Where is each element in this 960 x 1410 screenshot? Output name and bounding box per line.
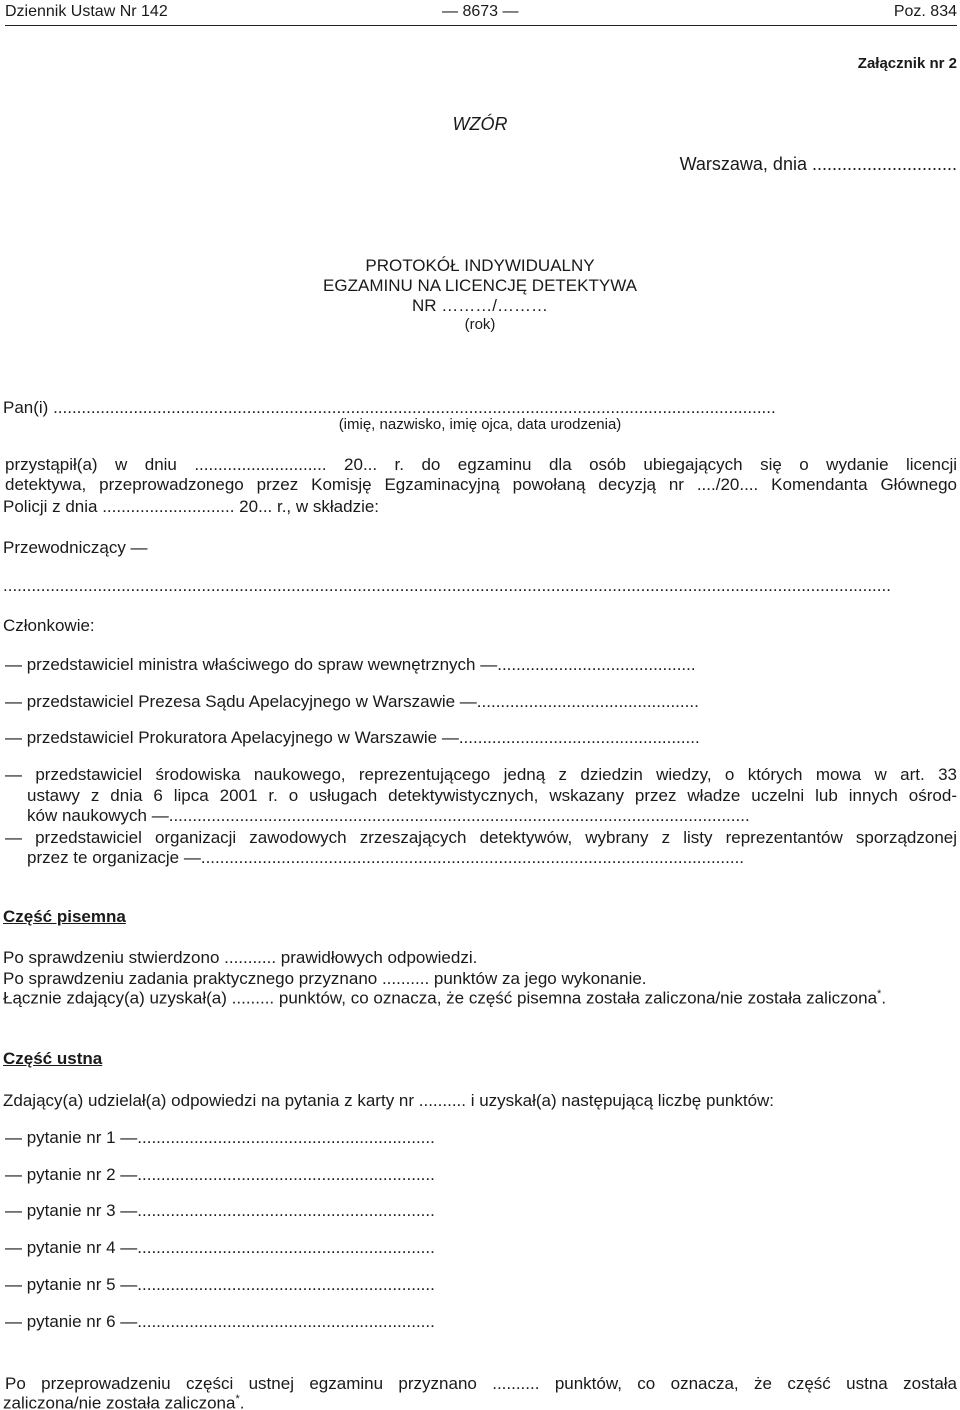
member-5-line-1: — przedstawiciel organizacji zawodowych zrzeszających detektywów, wybrany z listy reprezentantów sporządzonej <box>5 828 957 847</box>
intro-line-2: detektywa, przeprowadzonego przez Komisję Egzaminacyjną powołaną decyzją nr ..../20.... Komendanta Głównego <box>5 475 957 494</box>
question-3: — pytanie nr 3 —............................................................... <box>5 1201 435 1220</box>
oral-intro: Zdający(a) udzielał(a) odpowiedzi na pytania z karty nr .......... i uzyskał(a) następującą liczbę punktów: <box>3 1091 775 1110</box>
oral-summary-line-1: Po przeprowadzeniu części ustnej egzaminu przyznano .......... punktów, co oznacza, że część ustna została <box>5 1374 957 1393</box>
question-6: — pytanie nr 6 —............................................................... <box>5 1312 435 1331</box>
footnote-marker-oral: * <box>235 1393 240 1405</box>
title-line-2: EGZAMINU NA LICENCJĘ DETEKTYWA <box>323 276 637 295</box>
member-4-line-1: — przedstawiciel środowiska naukowego, reprezentującego jedną z dziedzin wiedzy, o których mowa w art. 33 <box>5 765 957 784</box>
candidate-line: Pan(i) ......................................................................................................................................................... <box>3 398 776 417</box>
chair-label: Przewodniczący — <box>3 538 148 557</box>
question-2: — pytanie nr 2 —............................................................... <box>5 1165 435 1184</box>
oral-summary-text: zaliczona/nie została zaliczona <box>3 1393 236 1410</box>
written-period: . <box>881 988 887 1008</box>
written-line-1: Po sprawdzeniu stwierdzono ........... prawidłowych odpowiedzi. <box>3 948 478 967</box>
written-line-3 <box>3 988 886 1009</box>
member-5-line-2: przez te organizacje —................................................................................................................... <box>27 848 745 867</box>
member-2: — przedstawiciel Prezesa Sądu Apelacyjnego w Warszawie —............................................... <box>5 692 699 711</box>
title-line-1: PROTOKÓŁ INDYWIDUALNY <box>365 256 595 275</box>
written-line-2: Po sprawdzeniu zadania praktycznego przyznano .......... punktów za jego wykonanie. <box>3 969 647 988</box>
member-4-line-2: ustawy z dnia 6 lipca 2001 r. o usługach detektywistycznych, wskazany przez władze uczelni lub innych ośrod- <box>27 786 957 805</box>
model-label: WZÓR <box>452 114 508 134</box>
place-date: Warszawa, dnia ............................. <box>679 154 957 174</box>
member-1: — przedstawiciel ministra właściwego do spraw wewnętrznych —.......................................... <box>5 655 696 674</box>
oral-heading: Część ustna <box>3 1049 103 1068</box>
footnote-marker: * <box>877 988 882 1000</box>
intro-line-1: przystąpił(a) w dniu ............................ 20... r. do egzaminu dla osób ubiegających się o wydanie licencji <box>5 455 957 474</box>
members-label: Członkowie: <box>3 616 95 635</box>
page-number: — 8673 — <box>442 3 519 20</box>
written-summary-text: Łącznie zdający(a) uzyskał(a) ......... punktów, co oznacza, że część pisemna została zaliczona/nie została zaliczona <box>3 988 878 1008</box>
attachment-label: Załącznik nr 2 <box>857 55 957 72</box>
oral-period: . <box>239 1393 245 1410</box>
journal-name: Dziennik Ustaw Nr 142 <box>5 3 168 20</box>
member-3: — przedstawiciel Prokuratora Apelacyjnego w Warszawie —................................................... <box>5 728 700 747</box>
member-4-line-3: ków naukowych —........................................................................................................................... <box>27 806 750 825</box>
question-1: — pytanie nr 1 —............................................................... <box>5 1128 435 1147</box>
chair-dots: ............................................................................................................................................................................................ <box>3 576 891 595</box>
question-4: — pytanie nr 4 —............................................................... <box>5 1238 435 1257</box>
page-header <box>5 0 957 26</box>
oral-summary-line-2 <box>3 1393 244 1410</box>
title-line-3: NR ………/……… <box>412 296 548 315</box>
written-heading: Część pisemna <box>3 907 126 926</box>
question-5: — pytanie nr 5 —............................................................... <box>5 1275 435 1294</box>
title-line-4: (rok) <box>464 316 496 333</box>
candidate-hint: (imię, nazwisko, imię ojca, data urodzenia) <box>338 416 622 433</box>
position-number: Poz. 834 <box>893 3 957 20</box>
intro-line-3: Policji z dnia ............................ 20... r., w składzie: <box>3 497 380 516</box>
